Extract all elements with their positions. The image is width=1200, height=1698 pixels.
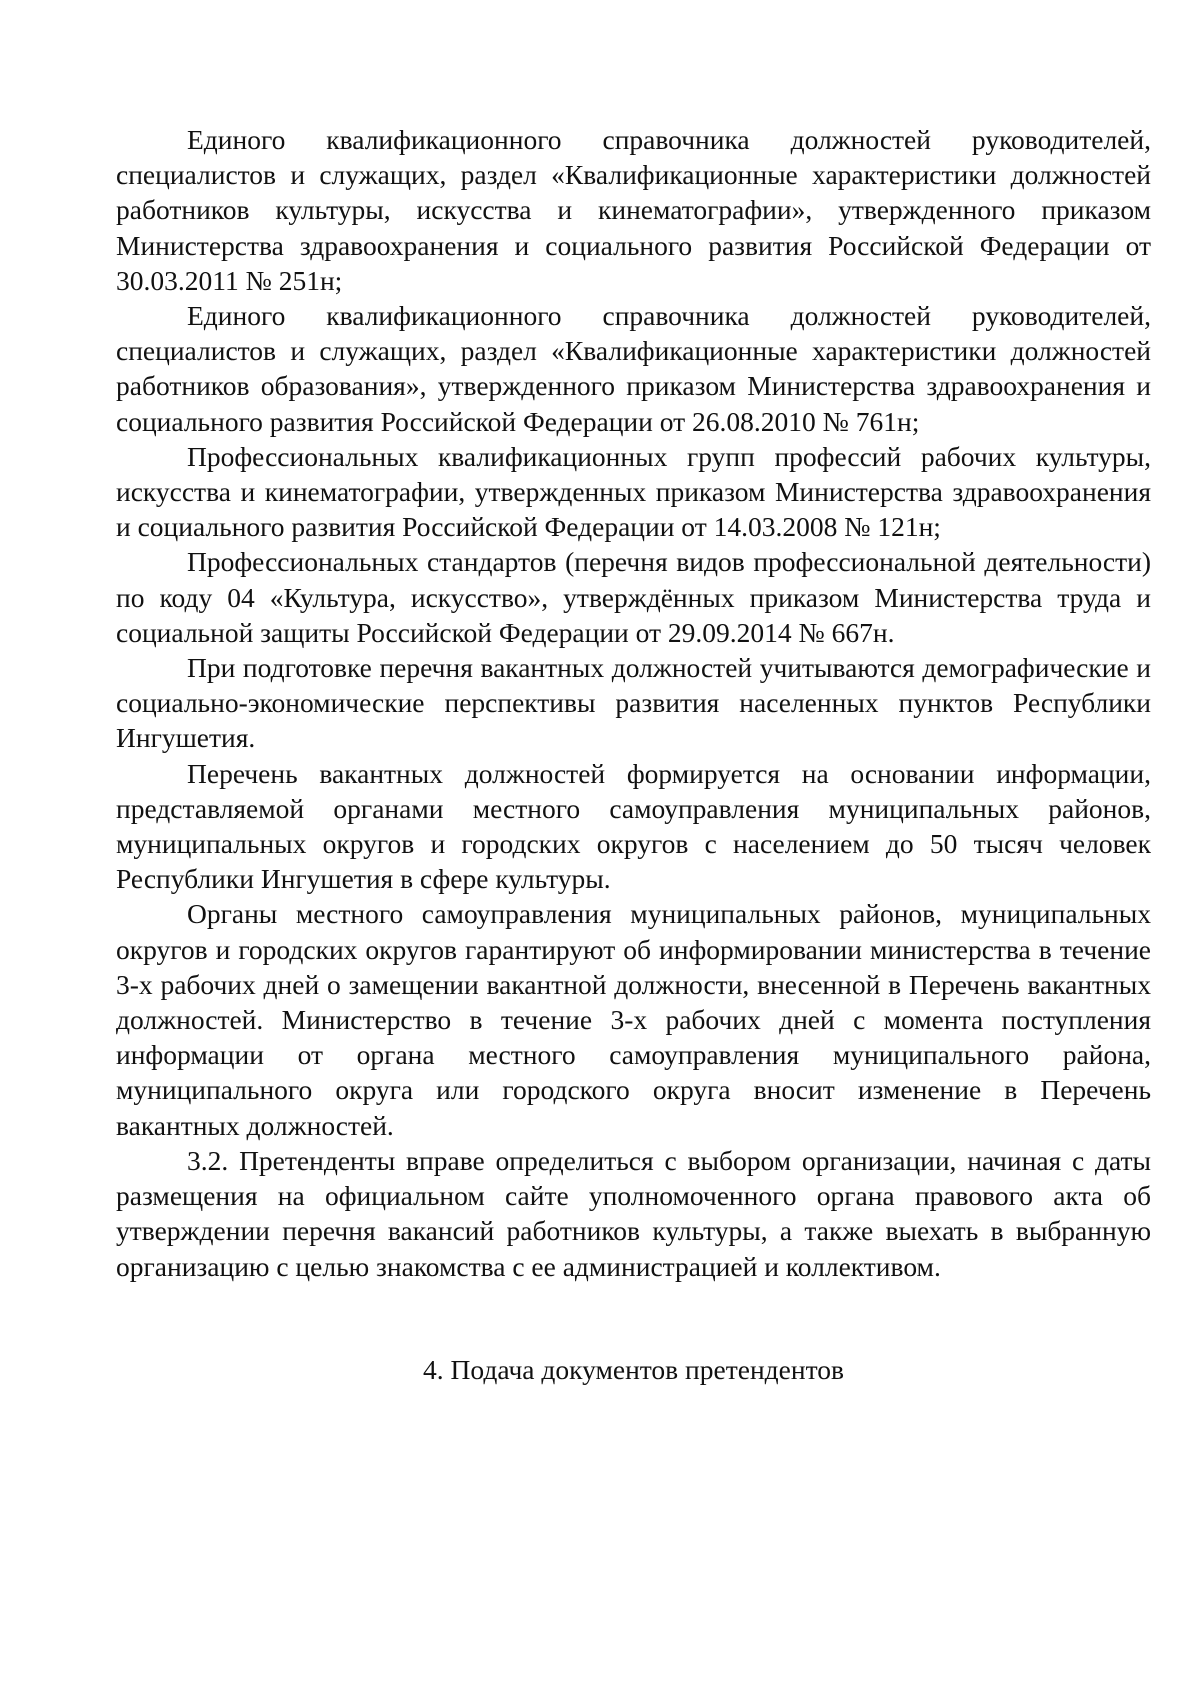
paragraph-professional-groups: Профессиональных квалификационных групп профессий рабочих культуры, искусства и кинематографии, утвержденных приказом Министерства здравоохранения и социального развития Российской Федерации от 14.03.2008 № 121н; (116, 440, 1151, 543)
paragraph-vacancy-list-formation: Перечень вакантных должностей формируется на основании информации, представляемой органами местного самоуправления муниципальных районов, муниципальных округов и городских округов с населением до 50 тысяч человек Республики Ингушетия в сфере культуры. (116, 757, 1151, 895)
paragraph-section-3-2: 3.2. Претенденты вправе определиться с выбором организации, начиная с даты размещения на официальном сайте уполномоченного органа правового акта об утверждении перечня вакансий работников культуры, а также выехать в выбранную организацию с целью знакомства с ее администрацией и коллективом. (116, 1144, 1151, 1282)
paragraph-demographic-perspectives: При подготовке перечня вакантных должностей учитываются демографические и социально-экономические перспективы развития населенных пунктов Республики Ингушетия. (116, 652, 1151, 754)
section-heading: 4. Подача документов претендентов (423, 1353, 844, 1385)
paragraph-qualification-handbook-culture: Единого квалификационного справочника должностей руководителей, специалистов и служащих, раздел «Квалификационные характеристики должностей работников культуры, искусства и кинематографии», утвержденного приказом Министерства здравоохранения и социального развития Российской Федерации от 30.03.2011 № 251н; (116, 124, 1151, 296)
paragraph-local-government-notification: Органы местного самоуправления муниципальных районов, муниципальных округов и городских округов гарантируют об информировании министерства в течение 3-х рабочих дней о замещении вакантной должности, внесенной в Перечень вакантных должностей. Министерство в течение 3-х рабочих дней с момента поступления информации от органа местного самоуправления муниципального района, муниципального округа или городского округа вносит изменение в Перечень вакантных должностей. (116, 898, 1151, 1141)
document-page (116, 122, 1151, 1387)
paragraph-qualification-handbook-education: Единого квалификационного справочника должностей руководителей, специалистов и служащих, раздел «Квалификационные характеристики должностей работников образования», утвержденного приказом Министерства здравоохранения и социального развития Российской Федерации от 26.08.2010 № 761н; (116, 300, 1151, 437)
paragraph-professional-standards: Профессиональных стандартов (перечня видов профессиональной деятельности) по коду 04 «Культура, искусство», утверждённых приказом Министерства труда и социальной защиты Российской Федерации от 29.09.2014 № 667н. (116, 546, 1151, 648)
